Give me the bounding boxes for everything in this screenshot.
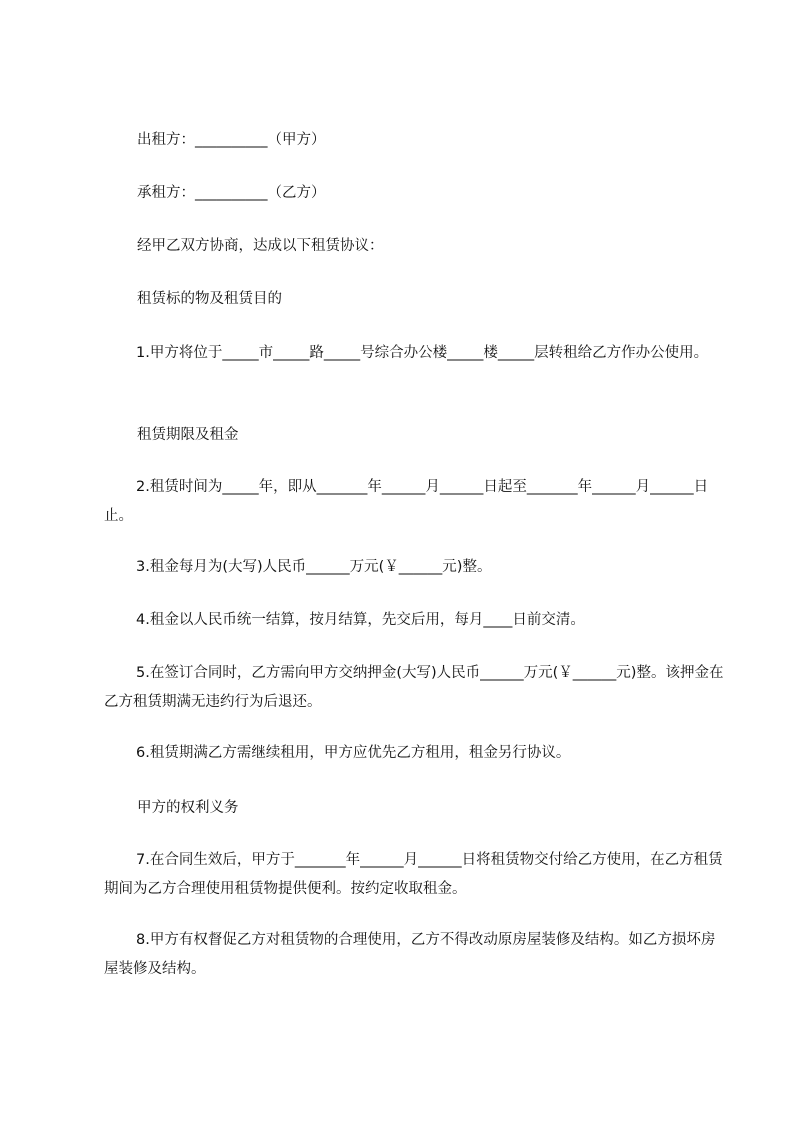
section-heading-subject: 租赁标的物及租赁目的 xyxy=(137,291,282,307)
agreement-intro: 经甲乙双方协商，达成以下租赁协议： xyxy=(137,238,384,254)
clause-3: 3.租金每月为(大写)人民币______万元(￥______元)整。 xyxy=(136,559,492,575)
clause-5: 5.在签订合同时，乙方需向甲方交纳押金(大写)人民币______万元(￥______元)整。该押金在乙方租赁期满无违约行为后退还。 xyxy=(104,665,724,710)
clause-7: 7.在合同生效后，甲方于_______年______月______日将租赁物交付给乙方使用，在乙方租赁期间为乙方合理使用租赁物提供便利。按约定收取租金。 xyxy=(104,852,723,897)
lessor-line: 出租方：__________（甲方） xyxy=(137,132,326,148)
clause-4: 4.租金以人民币统一结算，按月结算，先交后用，每月____日前交清。 xyxy=(136,612,585,628)
section-heading-lessor-rights: 甲方的权利义务 xyxy=(137,800,239,816)
clause-1: 1.甲方将位于_____市_____路_____号综合办公楼_____楼_____层转租给乙方作办公使用。 xyxy=(136,345,709,361)
clause-6: 6.租赁期满乙方需继续租用，甲方应优先乙方租用，租金另行协议。 xyxy=(136,745,571,761)
lessee-line: 承租方：__________（乙方） xyxy=(137,185,326,201)
clause-2: 2.租赁时间为_____年，即从_______年______月______日起至_______年______月______日止。 xyxy=(104,479,709,524)
section-heading-term-rent: 租赁期限及租金 xyxy=(137,427,239,443)
clause-8: 8.甲方有权督促乙方对租赁物的合理使用，乙方不得改动原房屋装修及结构。如乙方损坏房屋装修及结构。 xyxy=(104,932,716,977)
